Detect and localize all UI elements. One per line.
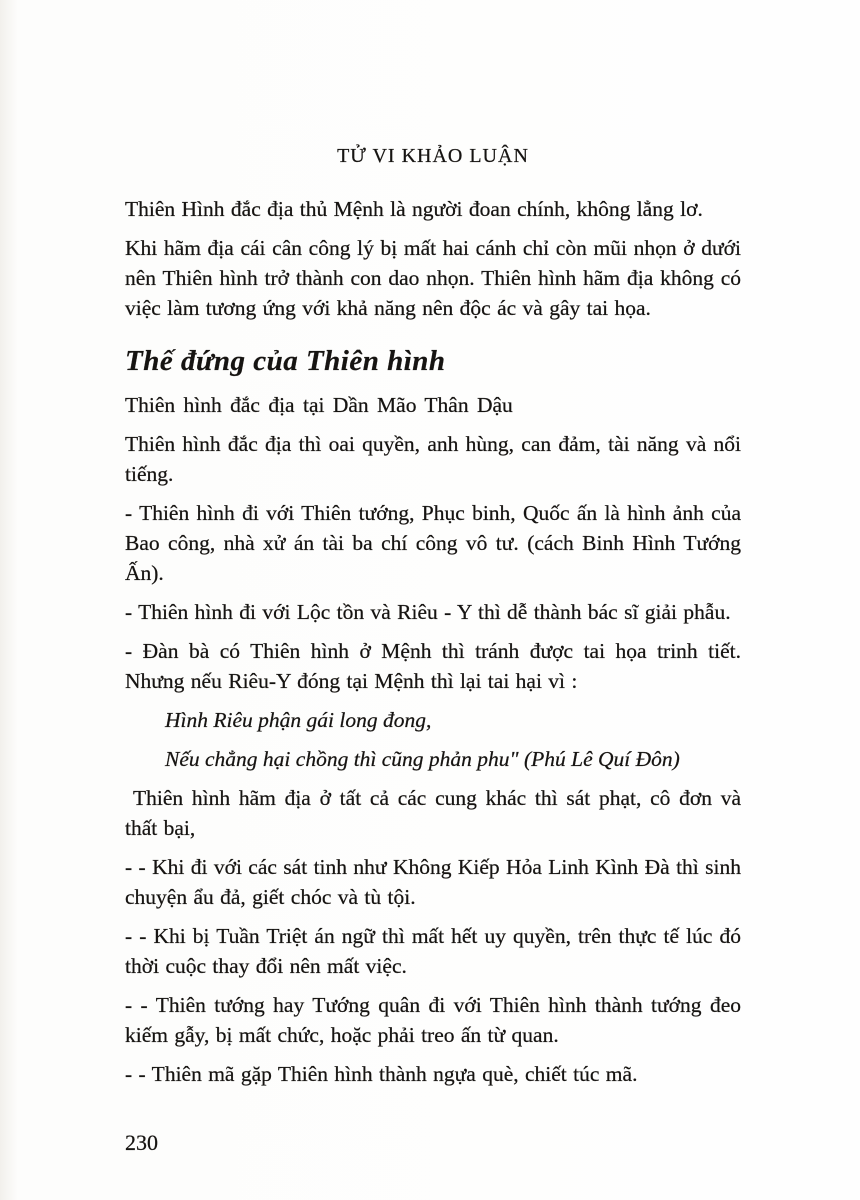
page-number: 230 — [125, 1130, 158, 1155]
text-column — [125, 145, 741, 1098]
paragraph-khi-ham-dia-cai-can: Khi hãm địa cái cân công lý bị mất hai cánh chỉ còn mũi nhọn ở dưới nên Thiên hình trở thành con dao nhọn. Thiên hình hãm địa không có việc làm tương ứng với khả năng nên độc ác và gây tai họa. — [125, 236, 741, 320]
running-header: TỬ VI KHẢO LUẬN — [337, 145, 529, 167]
sub-heading-dac-dia-cung: Thiên hình đắc địa tại Dần Mão Thân Dậu — [125, 393, 513, 417]
paragraph-khi-di-voi-sat-tinh: - - Khi đi với các sát tinh như Không Kiếp Hỏa Linh Kình Đà thì sinh chuyện ẩu đả, giết chóc và tù tội. — [125, 855, 741, 909]
paragraph-khi-bi-tuan-triet: - - Khi bị Tuần Triệt án ngữ thì mất hết uy quyền, trên thực tế lúc đó thời cuộc thay đổi nên mất việc. — [125, 924, 741, 978]
paragraph-dan-ba-co-thien-hinh: - Đàn bà có Thiên hình ở Mệnh thì tránh được tai họa trinh tiết. Nhưng nếu Riêu-Y đóng tại Mệnh thì lại tai hại vì : — [125, 639, 741, 693]
paragraph-dac-dia-oai-quyen: Thiên hình đắc địa thì oai quyền, anh hùng, can đảm, tài năng và nổi tiếng. — [125, 432, 741, 486]
paragraph-thien-ma-gap-thien-hinh: - - Thiên mã gặp Thiên hình thành ngựa què, chiết túc mã. — [125, 1062, 638, 1086]
section-heading-the-dung-cua-thien-hinh: Thế đứng của Thiên hình — [125, 345, 446, 377]
quote-line-neu-chang-hai-chong: Nếu chẳng hại chồng thì cũng phản phu" (Phú Lê Quí Đôn) — [165, 747, 680, 771]
paragraph-thien-hinh-dac-dia-thu-menh: Thiên Hình đắc địa thủ Mệnh là người đoan chính, không lẳng lơ. — [125, 197, 703, 221]
paragraph-di-voi-thien-tuong: - Thiên hình đi với Thiên tướng, Phục binh, Quốc ấn là hình ảnh của Bao công, nhà xử án tài ba chí công vô tư. (cách Binh Hình Tướng Ấn). — [125, 501, 741, 585]
paragraph-di-voi-loc-ton: - Thiên hình đi với Lộc tồn và Riêu - Y thì dễ thành bác sĩ giải phẫu. — [125, 600, 731, 624]
paragraph-thien-tuong-hay-tuong-quan: - - Thiên tướng hay Tướng quân đi với Thiên hình thành tướng đeo kiếm gẫy, bị mất chức, hoặc phải treo ấn từ quan. — [125, 993, 741, 1047]
paragraph-ham-dia-cac-cung-khac: Thiên hình hãm địa ở tất cả các cung khác thì sát phạt, cô đơn và thất bại, — [125, 786, 741, 840]
quote-line-hinh-rieu: Hình Riêu phận gái long đong, — [165, 708, 432, 732]
